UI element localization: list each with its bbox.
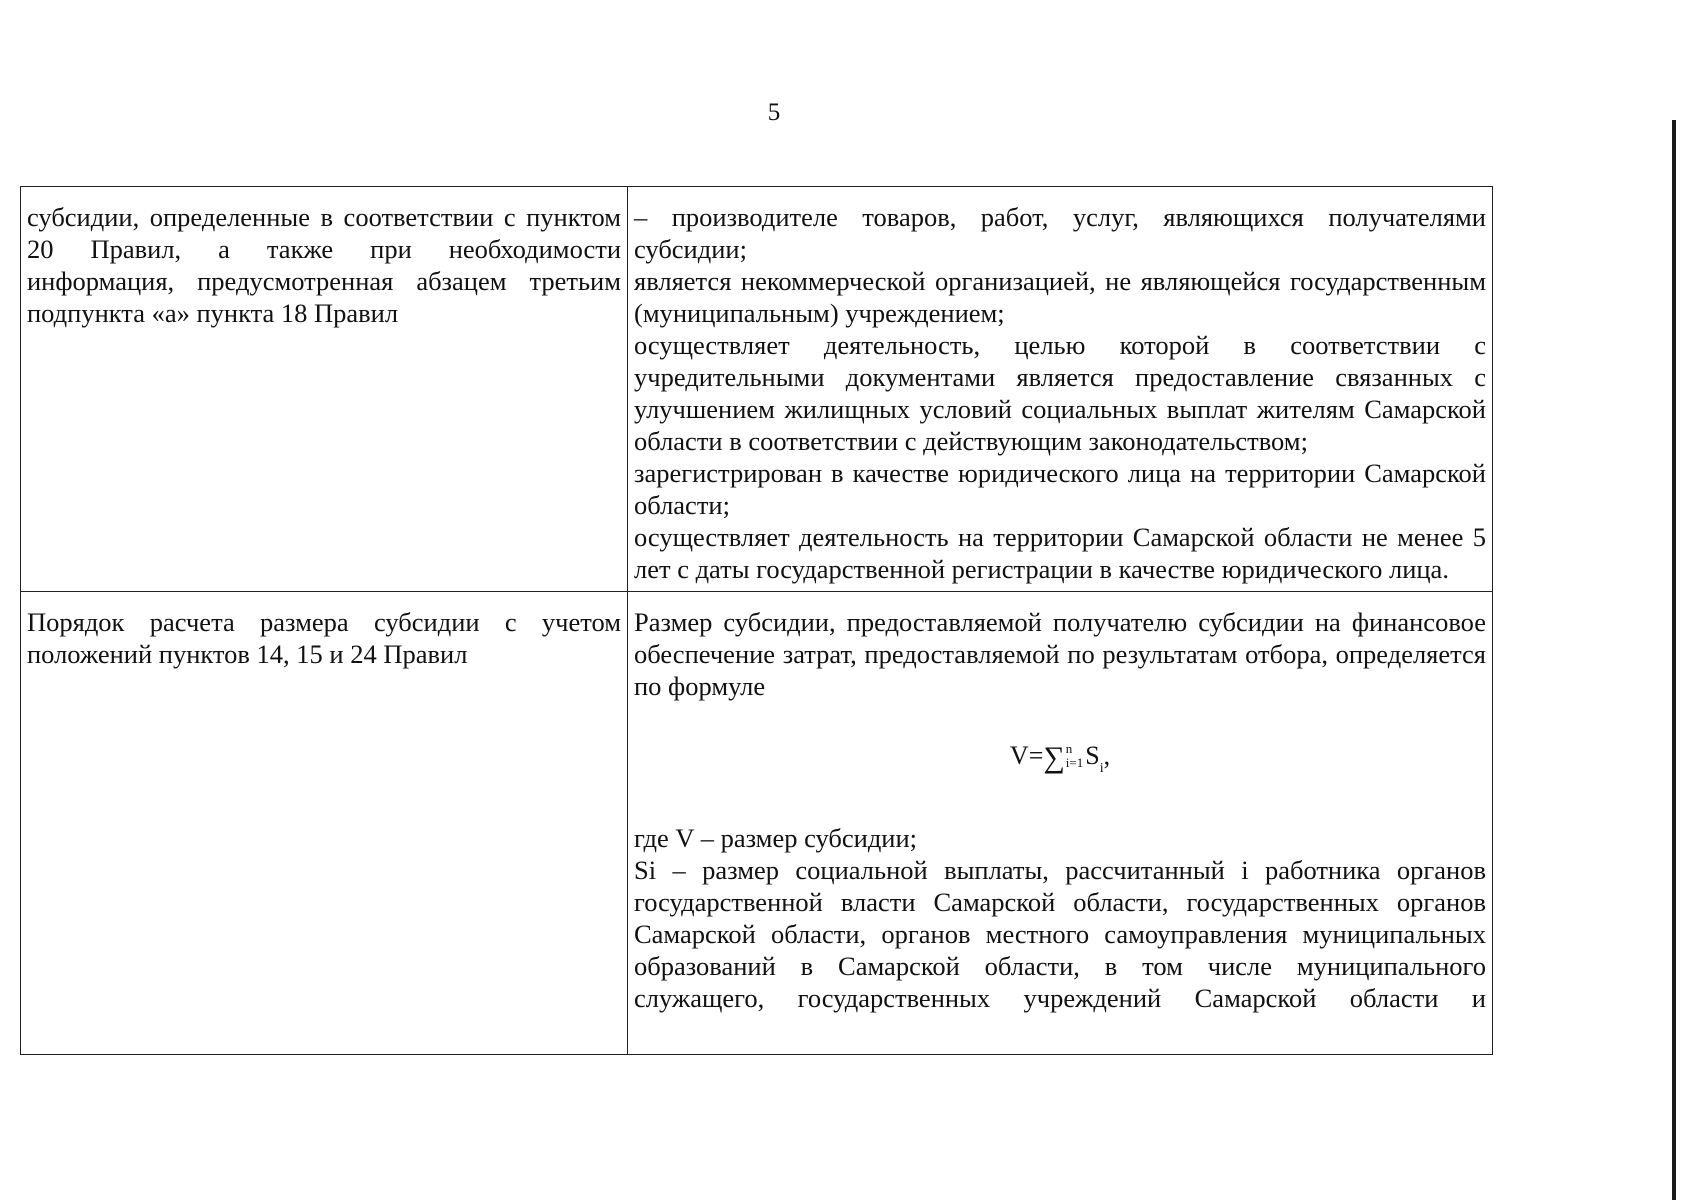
table-cell-right bbox=[628, 592, 1493, 1055]
table-cell-left bbox=[21, 592, 628, 1055]
cell-text: субсидии, определенные в соответствии с пунктом 20 Правил, а также при необходимости информация, предусмотренная абзацем третьим подпункта «а» пункта 18 Правил bbox=[27, 202, 621, 328]
table-cell-right bbox=[628, 187, 1493, 592]
summation-upper-limit: n bbox=[1065, 741, 1073, 757]
cell-paragraph: – производителе товаров, работ, услуг, являющихся получателями субсидии; bbox=[634, 202, 1486, 264]
formula-lhs: V= bbox=[1009, 741, 1044, 770]
definition-v: где V – размер субсидии; bbox=[634, 823, 918, 853]
table-row bbox=[21, 187, 1493, 592]
cell-paragraph: зарегистрирован в качестве юридического лица на территории Самарской области; bbox=[634, 458, 1486, 520]
formula-trailing-comma: , bbox=[1103, 741, 1111, 770]
summation-lower-limit: i=1 bbox=[1065, 755, 1084, 771]
cell-paragraph: осуществляет деятельность на территории Самарской области не менее 5 лет с даты государственной регистрации в качестве юридического лица. bbox=[634, 522, 1486, 584]
summation-sign: ∑ bbox=[1043, 741, 1065, 774]
definition-si: Si – размер социальной выплаты, рассчитанный i работника органов государственной власти Самарской области, государственных органов Самарской области, органов местного самоуправления муниципальных образований в Самарской области, в том числе муниципального служащего, государственных учреждений Самарской области и bbox=[634, 855, 1486, 1013]
formula-term: S bbox=[1085, 741, 1100, 770]
subsidy-formula bbox=[634, 738, 1486, 778]
table-row bbox=[21, 592, 1493, 1055]
requirements-table bbox=[20, 186, 1493, 1055]
cell-paragraph: осуществляет деятельность, целью которой в соответствии с учредительными документами является предоставление связанных с улучшением жилищных условий социальных выплат жителям Самарской области в соответствии с действующим законодательством; bbox=[634, 330, 1486, 456]
cell-paragraph: является некоммерческой организацией, не являющейся государственным (муниципальным) учреждением; bbox=[634, 266, 1486, 328]
formula-intro: Размер субсидии, предоставляемой получателю субсидии на финансовое обеспечение затрат, предоставляемой по результатам отбора, определяется по формуле bbox=[634, 607, 1486, 701]
scan-edge-line bbox=[1672, 120, 1676, 1200]
table-cell-left bbox=[21, 187, 628, 592]
page-number: 5 bbox=[767, 99, 781, 126]
cell-text: Порядок расчета размера субсидии с учетом положений пунктов 14, 15 и 24 Правил bbox=[27, 607, 621, 669]
formula-term-subscript: i bbox=[1099, 761, 1104, 776]
summation-limits bbox=[1066, 742, 1083, 770]
